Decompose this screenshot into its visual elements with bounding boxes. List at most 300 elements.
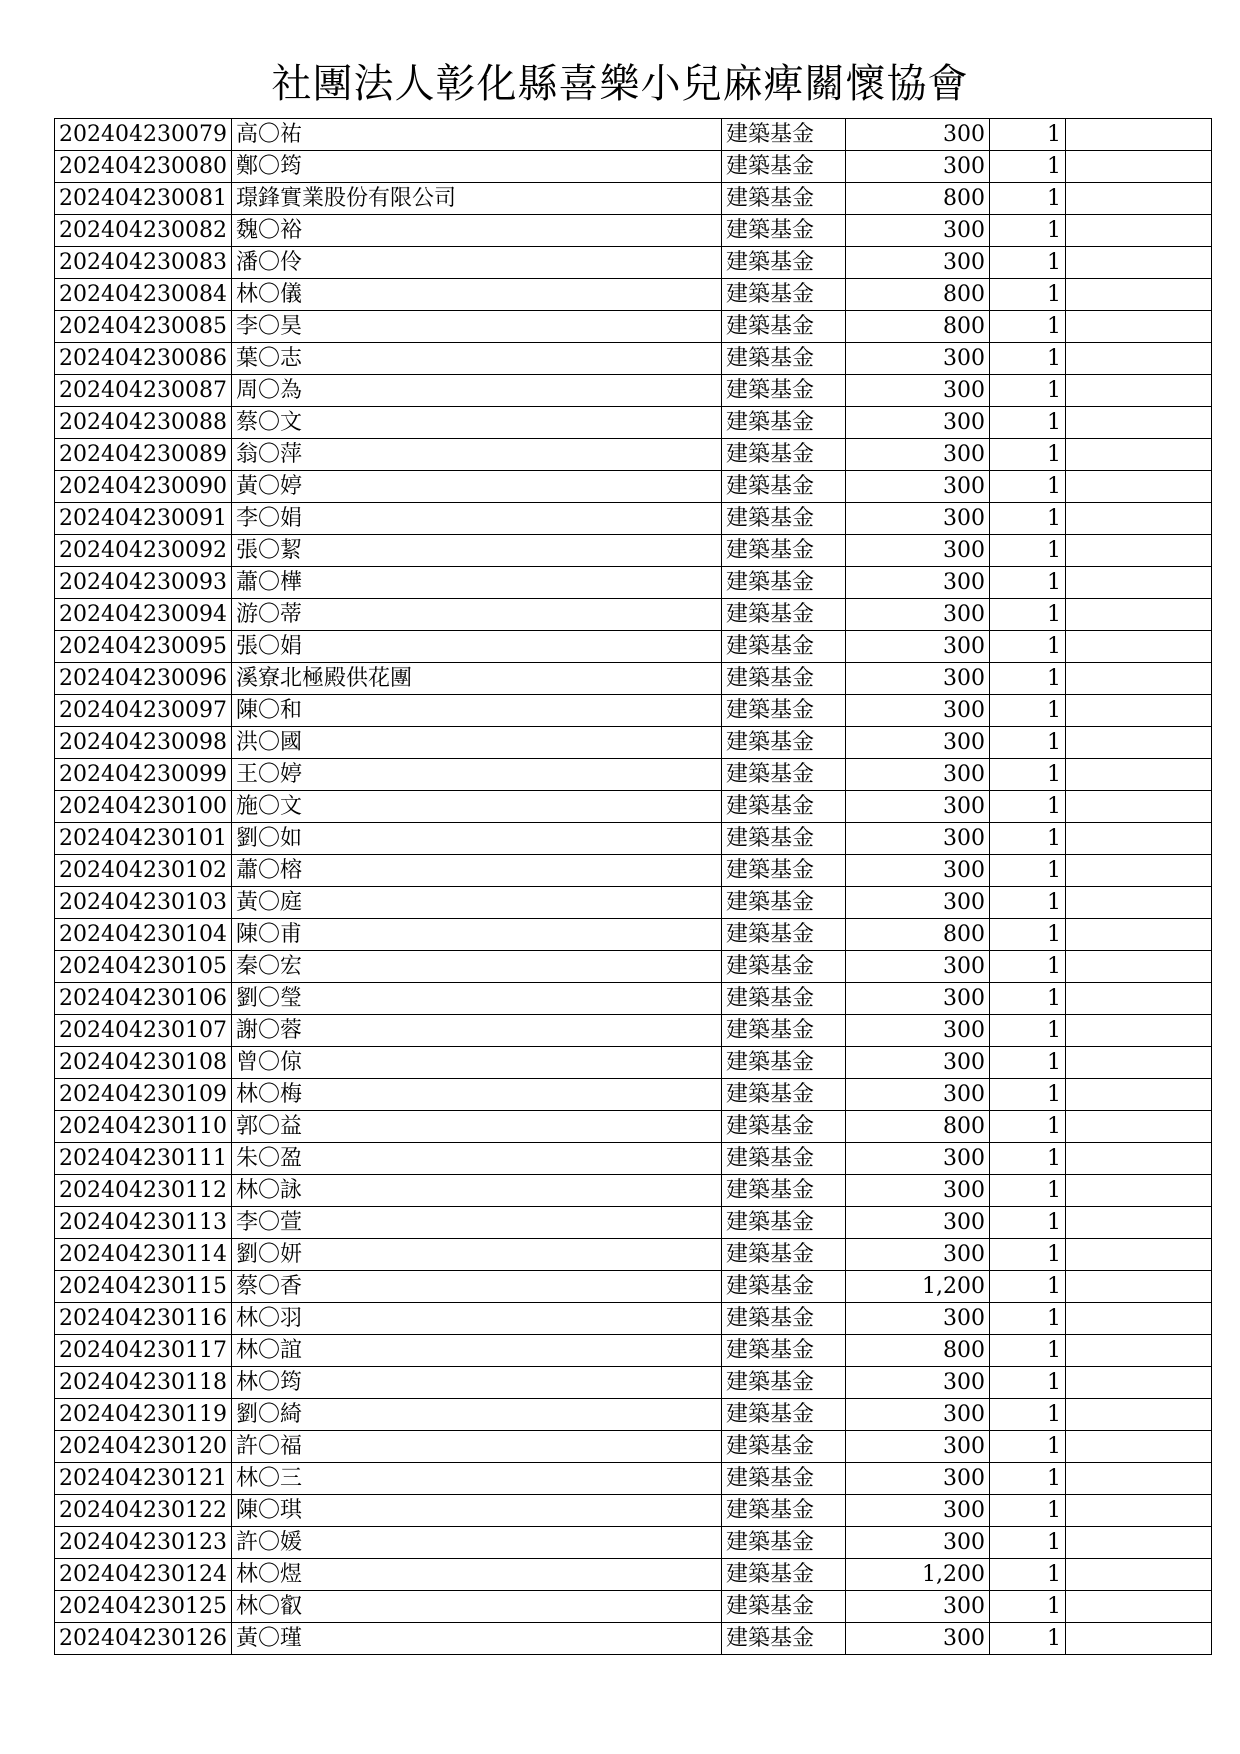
- count-cell: 1: [989, 1623, 1065, 1655]
- count-cell: 1: [989, 567, 1065, 599]
- note-cell: [1065, 215, 1211, 247]
- fund-type-cell: 建築基金: [721, 1335, 845, 1367]
- fund-type-cell: 建築基金: [721, 1495, 845, 1527]
- receipt-number-cell: 202404230111: [55, 1143, 232, 1175]
- fund-type-cell: 建築基金: [721, 183, 845, 215]
- note-cell: [1065, 1079, 1211, 1111]
- amount-cell: 300: [845, 1527, 989, 1559]
- fund-type-cell: 建築基金: [721, 1463, 845, 1495]
- amount-cell: 300: [845, 631, 989, 663]
- table-row: [55, 343, 1212, 375]
- donor-name-cell: 李〇昊: [231, 311, 721, 343]
- amount-cell: 300: [845, 1431, 989, 1463]
- receipt-number-cell: 202404230115: [55, 1271, 232, 1303]
- table-row: [55, 1079, 1212, 1111]
- amount-cell: 300: [845, 887, 989, 919]
- table-row: [55, 1111, 1212, 1143]
- receipt-number-cell: 202404230085: [55, 311, 232, 343]
- fund-type-cell: 建築基金: [721, 1271, 845, 1303]
- note-cell: [1065, 407, 1211, 439]
- receipt-number-cell: 202404230109: [55, 1079, 232, 1111]
- amount-cell: 300: [845, 471, 989, 503]
- donor-name-cell: 張〇絜: [231, 535, 721, 567]
- note-cell: [1065, 1527, 1211, 1559]
- receipt-number-cell: 202404230100: [55, 791, 232, 823]
- note-cell: [1065, 535, 1211, 567]
- note-cell: [1065, 1335, 1211, 1367]
- note-cell: [1065, 1303, 1211, 1335]
- fund-type-cell: 建築基金: [721, 1047, 845, 1079]
- count-cell: 1: [989, 439, 1065, 471]
- note-cell: [1065, 663, 1211, 695]
- table-row: [55, 1303, 1212, 1335]
- donor-name-cell: 劉〇如: [231, 823, 721, 855]
- fund-type-cell: 建築基金: [721, 1079, 845, 1111]
- amount-cell: 300: [845, 1047, 989, 1079]
- note-cell: [1065, 1559, 1211, 1591]
- receipt-number-cell: 202404230103: [55, 887, 232, 919]
- amount-cell: 300: [845, 1015, 989, 1047]
- donor-name-cell: 張〇娟: [231, 631, 721, 663]
- fund-type-cell: 建築基金: [721, 119, 845, 151]
- receipt-number-cell: 202404230104: [55, 919, 232, 951]
- count-cell: 1: [989, 1431, 1065, 1463]
- fund-type-cell: 建築基金: [721, 1207, 845, 1239]
- fund-type-cell: 建築基金: [721, 663, 845, 695]
- count-cell: 1: [989, 1303, 1065, 1335]
- note-cell: [1065, 1015, 1211, 1047]
- note-cell: [1065, 183, 1211, 215]
- count-cell: 1: [989, 279, 1065, 311]
- donor-name-cell: 謝〇蓉: [231, 1015, 721, 1047]
- amount-cell: 800: [845, 919, 989, 951]
- fund-type-cell: 建築基金: [721, 1015, 845, 1047]
- note-cell: [1065, 471, 1211, 503]
- donor-name-cell: 林〇詠: [231, 1175, 721, 1207]
- receipt-number-cell: 202404230125: [55, 1591, 232, 1623]
- donor-name-cell: 洪〇國: [231, 727, 721, 759]
- receipt-number-cell: 202404230123: [55, 1527, 232, 1559]
- table-row: [55, 151, 1212, 183]
- receipt-number-cell: 202404230113: [55, 1207, 232, 1239]
- table-row: [55, 215, 1212, 247]
- count-cell: 1: [989, 823, 1065, 855]
- receipt-number-cell: 202404230095: [55, 631, 232, 663]
- note-cell: [1065, 823, 1211, 855]
- amount-cell: 300: [845, 1175, 989, 1207]
- donor-name-cell: 林〇叡: [231, 1591, 721, 1623]
- donor-name-cell: 游〇蒂: [231, 599, 721, 631]
- donor-name-cell: 陳〇甫: [231, 919, 721, 951]
- amount-cell: 300: [845, 1207, 989, 1239]
- table-row: [55, 1495, 1212, 1527]
- count-cell: 1: [989, 1207, 1065, 1239]
- fund-type-cell: 建築基金: [721, 1303, 845, 1335]
- donor-name-cell: 林〇羽: [231, 1303, 721, 1335]
- count-cell: 1: [989, 1079, 1065, 1111]
- donor-name-cell: 許〇福: [231, 1431, 721, 1463]
- note-cell: [1065, 279, 1211, 311]
- receipt-number-cell: 202404230114: [55, 1239, 232, 1271]
- receipt-number-cell: 202404230121: [55, 1463, 232, 1495]
- table-row: [55, 1239, 1212, 1271]
- note-cell: [1065, 919, 1211, 951]
- table-row: [55, 567, 1212, 599]
- note-cell: [1065, 1207, 1211, 1239]
- note-cell: [1065, 791, 1211, 823]
- note-cell: [1065, 1431, 1211, 1463]
- receipt-number-cell: 202404230110: [55, 1111, 232, 1143]
- amount-cell: 300: [845, 1463, 989, 1495]
- count-cell: 1: [989, 1527, 1065, 1559]
- amount-cell: 1,200: [845, 1559, 989, 1591]
- page-title: 社團法人彰化縣喜樂小兒麻痺關懷協會: [271, 61, 969, 107]
- receipt-number-cell: 202404230097: [55, 695, 232, 727]
- fund-type-cell: 建築基金: [721, 311, 845, 343]
- fund-type-cell: 建築基金: [721, 1623, 845, 1655]
- amount-cell: 300: [845, 1623, 989, 1655]
- table-row: [55, 631, 1212, 663]
- amount-cell: 300: [845, 695, 989, 727]
- receipt-number-cell: 202404230094: [55, 599, 232, 631]
- count-cell: 1: [989, 1143, 1065, 1175]
- fund-type-cell: 建築基金: [721, 215, 845, 247]
- receipt-number-cell: 202404230105: [55, 951, 232, 983]
- amount-cell: 300: [845, 759, 989, 791]
- table-row: [55, 375, 1212, 407]
- donor-name-cell: 翁〇萍: [231, 439, 721, 471]
- amount-cell: 300: [845, 791, 989, 823]
- count-cell: 1: [989, 1559, 1065, 1591]
- amount-cell: 300: [845, 663, 989, 695]
- fund-type-cell: 建築基金: [721, 1239, 845, 1271]
- donor-name-cell: 鄭〇筠: [231, 151, 721, 183]
- receipt-number-cell: 202404230082: [55, 215, 232, 247]
- table-row: [55, 1271, 1212, 1303]
- fund-type-cell: 建築基金: [721, 1591, 845, 1623]
- count-cell: 1: [989, 535, 1065, 567]
- amount-cell: 300: [845, 855, 989, 887]
- fund-type-cell: 建築基金: [721, 919, 845, 951]
- note-cell: [1065, 1399, 1211, 1431]
- donor-name-cell: 高〇祐: [231, 119, 721, 151]
- table-row: [55, 1367, 1212, 1399]
- note-cell: [1065, 375, 1211, 407]
- count-cell: 1: [989, 1463, 1065, 1495]
- fund-type-cell: 建築基金: [721, 279, 845, 311]
- table-row: [55, 1431, 1212, 1463]
- count-cell: 1: [989, 311, 1065, 343]
- table-row: [55, 951, 1212, 983]
- fund-type-cell: 建築基金: [721, 1367, 845, 1399]
- note-cell: [1065, 343, 1211, 375]
- donor-name-cell: 周〇為: [231, 375, 721, 407]
- receipt-number-cell: 202404230112: [55, 1175, 232, 1207]
- fund-type-cell: 建築基金: [721, 759, 845, 791]
- note-cell: [1065, 1047, 1211, 1079]
- fund-type-cell: 建築基金: [721, 1111, 845, 1143]
- receipt-number-cell: 202404230091: [55, 503, 232, 535]
- table-row: [55, 311, 1212, 343]
- fund-type-cell: 建築基金: [721, 567, 845, 599]
- table-row: [55, 1335, 1212, 1367]
- fund-type-cell: 建築基金: [721, 983, 845, 1015]
- table-row: [55, 183, 1212, 215]
- table-row: [55, 247, 1212, 279]
- table-row: [55, 855, 1212, 887]
- receipt-number-cell: 202404230108: [55, 1047, 232, 1079]
- count-cell: 1: [989, 727, 1065, 759]
- amount-cell: 300: [845, 343, 989, 375]
- fund-type-cell: 建築基金: [721, 247, 845, 279]
- amount-cell: 300: [845, 1591, 989, 1623]
- donor-name-cell: 蕭〇榕: [231, 855, 721, 887]
- amount-cell: 300: [845, 215, 989, 247]
- donor-name-cell: 朱〇盈: [231, 1143, 721, 1175]
- table-row: [55, 1015, 1212, 1047]
- fund-type-cell: 建築基金: [721, 1399, 845, 1431]
- donor-name-cell: 林〇筠: [231, 1367, 721, 1399]
- count-cell: 1: [989, 247, 1065, 279]
- receipt-number-cell: 202404230116: [55, 1303, 232, 1335]
- count-cell: 1: [989, 1047, 1065, 1079]
- amount-cell: 300: [845, 439, 989, 471]
- fund-type-cell: 建築基金: [721, 407, 845, 439]
- receipt-number-cell: 202404230084: [55, 279, 232, 311]
- fund-type-cell: 建築基金: [721, 1431, 845, 1463]
- donor-name-cell: 潘〇伶: [231, 247, 721, 279]
- table-row: [55, 503, 1212, 535]
- fund-type-cell: 建築基金: [721, 1527, 845, 1559]
- amount-cell: 300: [845, 951, 989, 983]
- donor-name-cell: 林〇煜: [231, 1559, 721, 1591]
- donor-name-cell: 蕭〇樺: [231, 567, 721, 599]
- table-row: [55, 1463, 1212, 1495]
- table-row: [55, 279, 1212, 311]
- fund-type-cell: 建築基金: [721, 1175, 845, 1207]
- table-row: [55, 1143, 1212, 1175]
- note-cell: [1065, 887, 1211, 919]
- donor-name-cell: 秦〇宏: [231, 951, 721, 983]
- note-cell: [1065, 1367, 1211, 1399]
- count-cell: 1: [989, 663, 1065, 695]
- receipt-number-cell: 202404230090: [55, 471, 232, 503]
- count-cell: 1: [989, 1367, 1065, 1399]
- amount-cell: 300: [845, 151, 989, 183]
- count-cell: 1: [989, 151, 1065, 183]
- amount-cell: 300: [845, 247, 989, 279]
- donor-name-cell: 劉〇妍: [231, 1239, 721, 1271]
- receipt-number-cell: 202404230107: [55, 1015, 232, 1047]
- table-row: [55, 695, 1212, 727]
- receipt-number-cell: 202404230088: [55, 407, 232, 439]
- count-cell: 1: [989, 1271, 1065, 1303]
- receipt-number-cell: 202404230080: [55, 151, 232, 183]
- receipt-number-cell: 202404230120: [55, 1431, 232, 1463]
- donor-name-cell: 李〇娟: [231, 503, 721, 535]
- table-row: [55, 439, 1212, 471]
- note-cell: [1065, 247, 1211, 279]
- note-cell: [1065, 1239, 1211, 1271]
- amount-cell: 800: [845, 1335, 989, 1367]
- donor-name-cell: 李〇萱: [231, 1207, 721, 1239]
- table-row: [55, 119, 1212, 151]
- fund-type-cell: 建築基金: [721, 823, 845, 855]
- note-cell: [1065, 951, 1211, 983]
- note-cell: [1065, 631, 1211, 663]
- note-cell: [1065, 1271, 1211, 1303]
- receipt-number-cell: 202404230086: [55, 343, 232, 375]
- receipt-number-cell: 202404230093: [55, 567, 232, 599]
- note-cell: [1065, 151, 1211, 183]
- amount-cell: 300: [845, 375, 989, 407]
- fund-type-cell: 建築基金: [721, 503, 845, 535]
- table-row: [55, 599, 1212, 631]
- amount-cell: 300: [845, 727, 989, 759]
- donor-name-cell: 許〇媛: [231, 1527, 721, 1559]
- receipt-number-cell: 202404230083: [55, 247, 232, 279]
- table-row: [55, 759, 1212, 791]
- donor-name-cell: 林〇三: [231, 1463, 721, 1495]
- amount-cell: 300: [845, 1239, 989, 1271]
- count-cell: 1: [989, 1175, 1065, 1207]
- amount-cell: 300: [845, 1495, 989, 1527]
- donor-name-cell: 林〇儀: [231, 279, 721, 311]
- donor-name-cell: 林〇誼: [231, 1335, 721, 1367]
- note-cell: [1065, 119, 1211, 151]
- fund-type-cell: 建築基金: [721, 535, 845, 567]
- donor-name-cell: 魏〇裕: [231, 215, 721, 247]
- table-row: [55, 1207, 1212, 1239]
- donor-name-cell: 葉〇志: [231, 343, 721, 375]
- donor-name-cell: 郭〇益: [231, 1111, 721, 1143]
- table-row: [55, 1559, 1212, 1591]
- amount-cell: 1,200: [845, 1271, 989, 1303]
- note-cell: [1065, 759, 1211, 791]
- donor-name-cell: 林〇梅: [231, 1079, 721, 1111]
- table-row: [55, 727, 1212, 759]
- table-row: [55, 887, 1212, 919]
- donor-name-cell: 蔡〇香: [231, 1271, 721, 1303]
- receipt-number-cell: 202404230102: [55, 855, 232, 887]
- table-row: [55, 1591, 1212, 1623]
- note-cell: [1065, 1623, 1211, 1655]
- receipt-number-cell: 202404230117: [55, 1335, 232, 1367]
- amount-cell: 300: [845, 1303, 989, 1335]
- amount-cell: 300: [845, 119, 989, 151]
- note-cell: [1065, 1143, 1211, 1175]
- donor-name-cell: 劉〇綺: [231, 1399, 721, 1431]
- fund-type-cell: 建築基金: [721, 151, 845, 183]
- table-row: [55, 823, 1212, 855]
- amount-cell: 800: [845, 279, 989, 311]
- count-cell: 1: [989, 471, 1065, 503]
- note-cell: [1065, 1111, 1211, 1143]
- table-row: [55, 791, 1212, 823]
- receipt-number-cell: 202404230126: [55, 1623, 232, 1655]
- amount-cell: 800: [845, 1111, 989, 1143]
- count-cell: 1: [989, 759, 1065, 791]
- table-row: [55, 1175, 1212, 1207]
- table-row: [55, 983, 1212, 1015]
- table-row: [55, 535, 1212, 567]
- receipt-number-cell: 202404230092: [55, 535, 232, 567]
- donor-name-cell: 黃〇庭: [231, 887, 721, 919]
- count-cell: 1: [989, 1335, 1065, 1367]
- table-row: [55, 1527, 1212, 1559]
- note-cell: [1065, 311, 1211, 343]
- donor-name-cell: 王〇婷: [231, 759, 721, 791]
- amount-cell: 300: [845, 1079, 989, 1111]
- fund-type-cell: 建築基金: [721, 439, 845, 471]
- donation-table-body: [55, 119, 1212, 1655]
- receipt-number-cell: 202404230124: [55, 1559, 232, 1591]
- note-cell: [1065, 855, 1211, 887]
- amount-cell: 300: [845, 567, 989, 599]
- receipt-number-cell: 202404230081: [55, 183, 232, 215]
- amount-cell: 300: [845, 823, 989, 855]
- amount-cell: 300: [845, 599, 989, 631]
- receipt-number-cell: 202404230089: [55, 439, 232, 471]
- note-cell: [1065, 1463, 1211, 1495]
- note-cell: [1065, 727, 1211, 759]
- amount-cell: 800: [845, 183, 989, 215]
- count-cell: 1: [989, 1111, 1065, 1143]
- fund-type-cell: 建築基金: [721, 727, 845, 759]
- receipt-number-cell: 202404230118: [55, 1367, 232, 1399]
- count-cell: 1: [989, 919, 1065, 951]
- note-cell: [1065, 1175, 1211, 1207]
- note-cell: [1065, 439, 1211, 471]
- fund-type-cell: 建築基金: [721, 695, 845, 727]
- receipt-number-cell: 202404230119: [55, 1399, 232, 1431]
- count-cell: 1: [989, 407, 1065, 439]
- donor-name-cell: 曾〇倞: [231, 1047, 721, 1079]
- table-row: [55, 1399, 1212, 1431]
- receipt-number-cell: 202404230096: [55, 663, 232, 695]
- fund-type-cell: 建築基金: [721, 375, 845, 407]
- receipt-number-cell: 202404230122: [55, 1495, 232, 1527]
- receipt-number-cell: 202404230098: [55, 727, 232, 759]
- donor-name-cell: 劉〇瑩: [231, 983, 721, 1015]
- table-row: [55, 407, 1212, 439]
- donor-name-cell: 黃〇瑾: [231, 1623, 721, 1655]
- donor-name-cell: 施〇文: [231, 791, 721, 823]
- donor-name-cell: 黃〇婷: [231, 471, 721, 503]
- count-cell: 1: [989, 599, 1065, 631]
- note-cell: [1065, 695, 1211, 727]
- note-cell: [1065, 1495, 1211, 1527]
- count-cell: 1: [989, 695, 1065, 727]
- fund-type-cell: 建築基金: [721, 471, 845, 503]
- count-cell: 1: [989, 1239, 1065, 1271]
- fund-type-cell: 建築基金: [721, 887, 845, 919]
- receipt-number-cell: 202404230079: [55, 119, 232, 151]
- fund-type-cell: 建築基金: [721, 1143, 845, 1175]
- count-cell: 1: [989, 1591, 1065, 1623]
- count-cell: 1: [989, 855, 1065, 887]
- count-cell: 1: [989, 951, 1065, 983]
- note-cell: [1065, 599, 1211, 631]
- fund-type-cell: 建築基金: [721, 791, 845, 823]
- count-cell: 1: [989, 375, 1065, 407]
- count-cell: 1: [989, 343, 1065, 375]
- note-cell: [1065, 1591, 1211, 1623]
- amount-cell: 300: [845, 535, 989, 567]
- amount-cell: 300: [845, 503, 989, 535]
- note-cell: [1065, 503, 1211, 535]
- count-cell: 1: [989, 791, 1065, 823]
